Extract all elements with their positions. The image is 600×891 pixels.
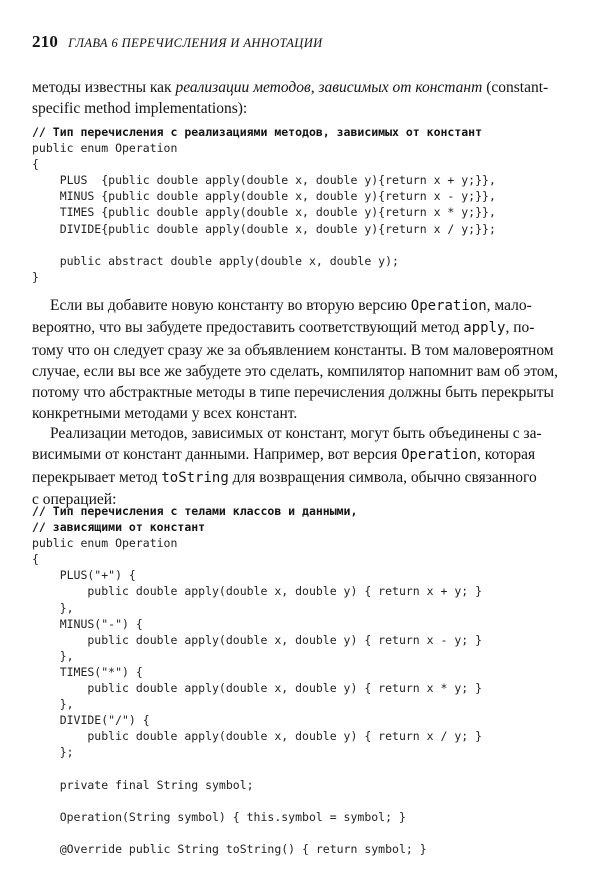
code-line: public double apply(double x, double y) { return x + y; }	[32, 584, 483, 599]
paragraph-2	[32, 423, 568, 510]
paragraph-line	[32, 295, 568, 317]
code-comment: // зависящими от констант	[32, 520, 206, 535]
code-line: },	[32, 648, 74, 663]
paragraph-text: , по-	[505, 319, 535, 337]
code-line: },	[32, 600, 74, 615]
paragraph-line: Реализации методов, зависимых от констант, могут быть объединены с за-	[50, 425, 542, 442]
paragraph-text: висимыми от констант данными. Например, вот версия	[32, 446, 402, 464]
paragraph-line: случае, если вы все же забудете это сделать, компилятор напомнит вам об этом,	[32, 362, 559, 380]
paragraph-line	[32, 317, 568, 339]
code-line: }	[32, 269, 39, 284]
code-line: public double apply(double x, double y) { return x / y; }	[32, 729, 483, 744]
code-line: PLUS("+") {	[32, 568, 136, 583]
inline-code: apply	[463, 320, 506, 337]
code-line: };	[32, 745, 74, 760]
code-line: DIVIDE("/") {	[32, 713, 150, 728]
intro-text: (constant-	[482, 79, 549, 96]
paragraph-text: вероятно, что вы забудете предоставить соответствующий метод	[32, 319, 464, 337]
paragraph-text: , мало-	[486, 297, 532, 314]
inline-code: Operation	[410, 298, 487, 314]
code-line: MINUS("-") {	[32, 616, 143, 631]
intro-line	[32, 77, 568, 98]
code-line: TIMES("*") {	[32, 664, 143, 679]
paragraph-text: для возвращения символа, обычно связанного	[228, 468, 537, 486]
paragraph-line: конкретными методами у всех констант.	[32, 405, 298, 423]
code-line: Operation(String symbol) { this.symbol = symbol; }	[32, 809, 406, 824]
code-line: PLUS {public double apply(double x, double y){return x + y;}},	[32, 173, 496, 188]
paragraph-text: , которая	[476, 446, 536, 464]
code-line: MINUS {public double apply(double x, double y){return x - y;}},	[32, 189, 496, 204]
code-line: public enum Operation	[32, 536, 178, 551]
paragraph-text: перекрывает метод	[32, 468, 162, 486]
code-line	[32, 761, 572, 777]
code-line: @Override public String toString() { return symbol; }	[32, 841, 427, 856]
paragraph-line: потому что абстрактные методы в типе перечисления должны быть перекрыты	[32, 384, 554, 402]
code-listing-2	[32, 503, 572, 857]
code-line: {	[32, 157, 39, 172]
paragraph-1	[32, 295, 568, 425]
page-header	[32, 32, 572, 54]
code-line: private final String symbol;	[32, 777, 254, 792]
code-line	[32, 793, 572, 809]
code-line: public abstract double apply(double x, double y);	[32, 253, 399, 268]
code-line: {	[32, 552, 39, 567]
code-line: public double apply(double x, double y) { return x - y; }	[32, 632, 483, 647]
page-number: 210	[32, 32, 59, 51]
code-line: public enum Operation	[32, 141, 178, 156]
code-line: public double apply(double x, double y) { return x * y; }	[32, 681, 483, 696]
code-comment: // Тип перечисления с реализациями методов, зависимых от констант	[32, 125, 483, 139]
paragraph-line: тому что он следует сразу же за объявлением константы. В том маловероятном	[32, 341, 554, 359]
paragraph-line: с операцией:	[32, 490, 117, 508]
paragraph-line	[32, 444, 568, 466]
code-line	[32, 825, 572, 841]
inline-code: Operation	[401, 447, 477, 464]
code-line: TIMES {public double apply(double x, double y){return x * y;}},	[32, 205, 496, 220]
code-line: DIVIDE{public double apply(double x, double y){return x / y;}};	[32, 221, 496, 236]
paragraph-text: Если вы добавите новую константу во вторую версию	[50, 297, 411, 314]
intro-paragraph	[32, 77, 568, 120]
inline-code: toString	[161, 469, 229, 486]
paragraph-line	[32, 467, 568, 489]
code-line: },	[32, 697, 74, 712]
code-comment: // Тип перечисления с телами классов и данными,	[32, 504, 358, 518]
code-line	[32, 237, 572, 253]
code-listing-1	[32, 124, 572, 285]
intro-line: specific method implementations):	[32, 100, 248, 118]
intro-emphasis: реализации методов, зависимых от констант	[175, 79, 483, 96]
running-head: ГЛАВА 6 ПЕРЕЧИСЛЕНИЯ И АННОТАЦИИ	[68, 36, 323, 50]
intro-text: методы известны как	[32, 79, 176, 96]
